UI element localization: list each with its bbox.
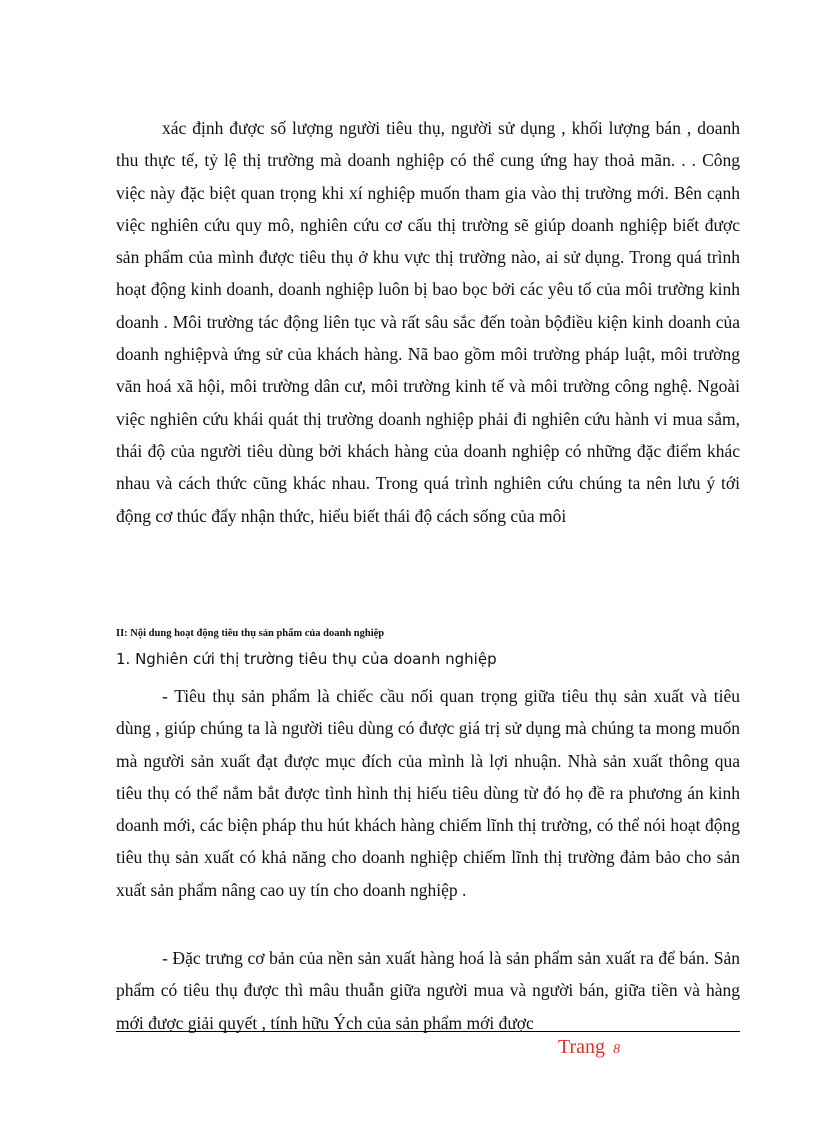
page-label: Trang (558, 1036, 606, 1058)
section-heading: II: Nội dung hoạt động tiêu thụ sản phẩm của doanh nghiệp (116, 628, 385, 639)
subsection-heading: 1. Nghiên cứi thị trường tiêu thụ của doanh nghiệp (116, 650, 497, 668)
footer-divider (116, 1031, 740, 1032)
page-footer (558, 1036, 620, 1059)
body-paragraph-commodity-production: - Đặc trưng cơ bản của nền sản xuất hàng hoá là sản phẩm sản xuất ra để bán. Sản phẩm có tiêu thụ được thì mâu thuẫn giữa người mua và người bán, giữa tiền và hàng mới được giải quyết , tính hữu Ých của sản phẩm mới được (116, 948, 740, 1033)
body-paragraph-consumption-bridge: - Tiêu thụ sản phẩm là chiếc cầu nối quan trọng giữa tiêu thụ sản xuất và tiêu dùng , giúp chúng ta là người tiêu dùng có được giá trị sử dụng mà chúng ta mong muốn mà người sản xuất đạt được mục đích của mình là lợi nhuận. Nhà sản xuất thông qua tiêu thụ có thể nắm bắt được tình hình thị hiếu tiêu dùng từ đó họ đề ra phương án kinh doanh mới, các biện pháp thu hút khách hàng chiếm lĩnh thị trường, có thể nói hoạt động tiêu thụ sản xuất có khả năng cho doanh nghiệp chiếm lĩnh thị trường đảm bảo cho sản xuất sản phẩm nâng cao uy tín cho doanh nghiệp . (116, 686, 740, 900)
body-paragraph-market-research: xác định được số lượng người tiêu thụ, người sử dụng , khối lượng bán , doanh thu thực tế, tỷ lệ thị trường mà doanh nghiệp có thể cung ứng hay thoả mãn. . . Công việc này đặc biệt quan trọng khi xí nghiệp muốn tham gia vào thị trường mới. Bên cạnh việc nghiên cứu quy mô, nghiên cứu cơ cấu thị trường sẽ giúp doanh nghiệp biết được sản phẩm của mình được tiêu thụ ở khu vực thị trường nào, ai sử dụng. Trong quá trình hoạt động kinh doanh, doanh nghiệp luôn bị bao bọc bởi các yêu tố của môi trường kinh doanh . Môi trường tác động liên tục và rất sâu sắc đến toàn bộđiều kiện kinh doanh của doanh nghiệpvà ứng sử của khách hàng. Nã bao gồm môi trường pháp luật, môi trường văn hoá xã hội, môi trường dân cư, môi trường kinh tế và môi trường công nghệ. Ngoài việc nghiên cứu khái quát thị trường doanh nghiệp phải đi nghiên cứu hành vi mua sắm, thái độ của người tiêu dùng bởi khách hàng của doanh nghiệp có những đặc điểm khác nhau và cách thức cũng khác nhau. Trong quá trình nghiên cứu chúng ta nên lưu ý tới động cơ thúc đẩy nhận thức, hiểu biết thái độ cách sống của môi (116, 118, 740, 526)
page-number: 8 (613, 1042, 621, 1057)
